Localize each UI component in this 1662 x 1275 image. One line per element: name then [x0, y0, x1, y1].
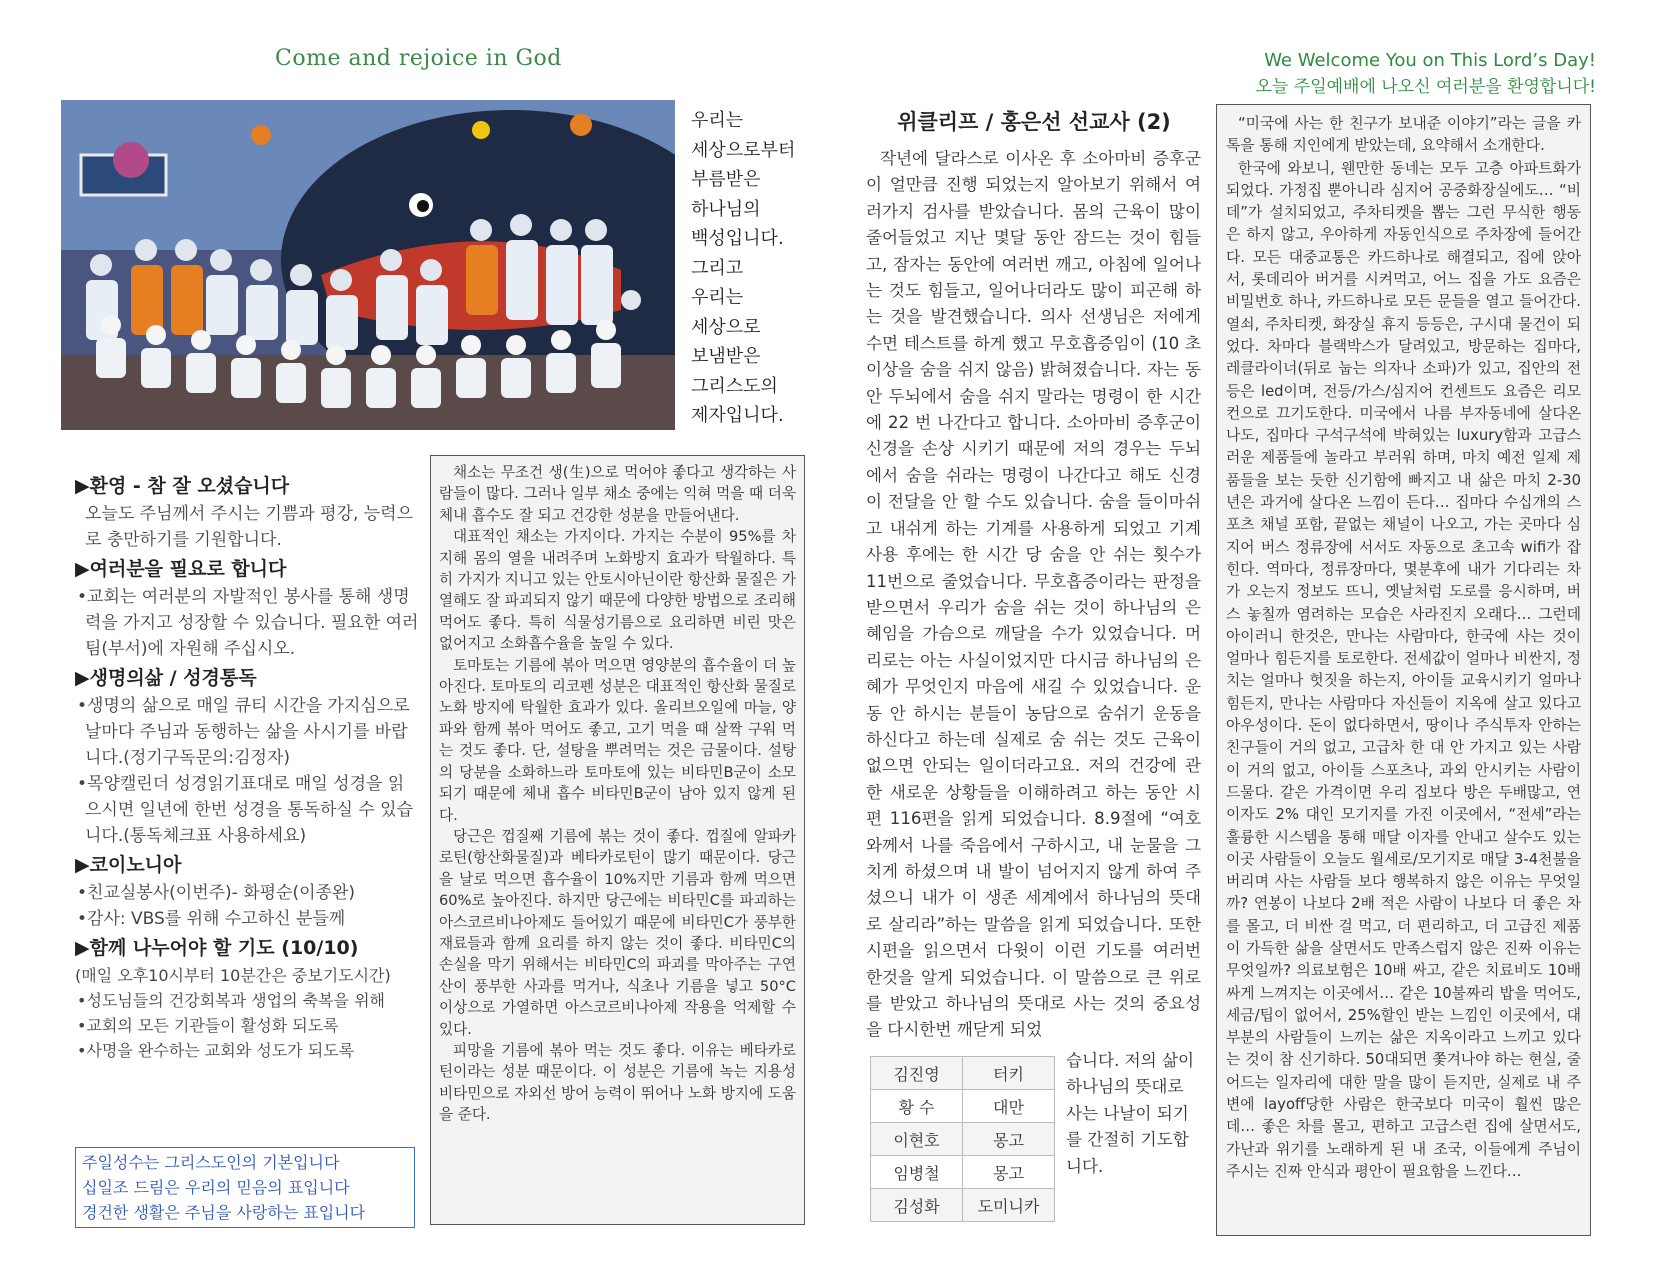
missionary-name: 임병철	[871, 1156, 963, 1189]
koinonia-item: •감사: VBS를 위해 수고하신 분들께	[77, 909, 346, 929]
letter-ending: 습니다. 저의 삶이 하나님의 뜻대로 사는 나날이 되기를 간절히 기도합니다.	[1066, 1051, 1195, 1176]
welcome-body: 오늘도 주님께서 주시는 기쁨과 평강, 능력으로 충만하기를 기원합니다.	[85, 504, 414, 550]
missionary-title: 위클리프 / 홍은선 선교사 (2)	[897, 110, 1171, 134]
identity-line: 우리는	[691, 110, 744, 131]
vegetable-article	[430, 455, 805, 1225]
mission-country: 도미니카	[963, 1189, 1055, 1222]
identity-line: 그리스도의	[691, 375, 778, 397]
life-item: •목양캘린더 성경읽기표대로 매일 성경을 읽으시면 일년에 한번 성경을 통독하실 수 있습니다.(통독체크표 사용하세요)	[77, 774, 414, 846]
mission-country: 몽고	[963, 1123, 1055, 1156]
article-paragraph: 채소는 무조건 생(生)으로 먹어야 좋다고 생각하는 사람들이 많다. 그러나 일부 채소 중에는 익혀 먹을 때 더욱 체내 흡수도 잘 되고 건강한 성분을 만들어낸다.	[439, 464, 796, 524]
article-paragraph: 토마토는 기름에 볶아 먹으면 영양분의 흡수율이 더 높아진다. 토마토의 리코펜 성분은 대표적인 항산화 물질로 노화 방지에 탁월한 효과가 있다. 올리브오일에 마늘, 양파와 함께 볶아 먹어도 좋고, 고기 먹을 때 살짝 구워 먹는 것도 좋다. 단, 설탕을 뿌려먹는 것은 금물이다. 설탕의 당분을 소화하느라 토마토에 있는 비타민B군이 소모되기 때문에 체내 흡수 비타민B군이 남아 있지 않게 된다.	[439, 656, 796, 824]
announcements	[75, 470, 420, 1063]
missionary-name: 이현호	[871, 1123, 963, 1156]
life-item: •생명의 삶으로 매일 큐티 시간을 가지심으로 날마다 주님과 동행하는 삶을 사시기를 바랍니다.(정기구독문의:김정자)	[77, 696, 410, 768]
life-heading: ▶생명의삶 / 성경통독	[75, 667, 257, 689]
table-row	[871, 1189, 1055, 1222]
need-heading: ▶여러분을 필요로 합니다	[75, 558, 287, 580]
identity-line: 세상으로부터	[691, 139, 796, 161]
koinonia-item: •친교실봉사(이번주)- 화평순(이종완)	[77, 883, 356, 903]
mission-country: 터키	[963, 1057, 1055, 1090]
table-row	[871, 1123, 1055, 1156]
identity-line: 제자입니다.	[691, 405, 784, 426]
welcome-heading: ▶환영 - 참 잘 오셨습니다	[75, 475, 290, 497]
need-body: •교회는 여러분의 자발적인 봉사를 통해 생명력을 가지고 성장할 수 있습니다. 필요한 여러 팀(부서)에 자원해 주십시오.	[77, 587, 419, 659]
identity-line: 보냄받은	[691, 346, 761, 367]
mission-country: 대만	[963, 1090, 1055, 1123]
identity-line: 하나님의	[691, 198, 761, 220]
identity-line: 우리는	[691, 287, 744, 308]
missionary-table	[870, 1056, 1055, 1222]
article-paragraph: 당근은 껍질째 기름에 볶는 것이 좋다. 껍질에 알파카로틴(항산화물질)과 베타카로틴이 많기 때문이다. 당근을 날로 먹으면 흡수율이 10%지만 기름과 함께 먹으면 60%로 높아진다. 하지만 당근에는 비타민C를 파괴하는 아스코르비나아제도 들어있기 때문에 비타민C가 풍부한 재료들과 함께 요리를 하지 않는 것이 좋다. 비타민C의 손실을 막기 위해서는 비타민C의 파괴를 막아주는 구연산이 풍부한 사과를 먹거나, 식초나 기름을 넣고 50°C 이상으로 가열하면 아스코르비나아제 작용을 억제할 수 있다.	[439, 827, 796, 1038]
identity-line: 백성입니다.	[691, 228, 784, 249]
article-paragraph: 피망을 기름에 볶아 먹는 것도 좋다. 이유는 베타카로틴이라는 성분 때문이다. 이 성분은 기름에 녹는 지용성 비타민으로 자외선 방어 능력이 뛰어나 노화 방지에 도움을 준다.	[439, 1041, 796, 1124]
missionary-name: 김성화	[871, 1189, 963, 1222]
header-welcome-ko: 오늘 주일예배에 나오신 여러분을 환영합니다!	[1255, 77, 1596, 97]
prayer-item: •교회의 모든 기관들이 활성화 되도록	[77, 1016, 339, 1035]
article-paragraph: 대표적인 채소는 가지이다. 가지는 수분이 95%를 차지해 몸의 열을 내려주며 노화방지 효과가 탁월하다. 특히 가지가 지니고 있는 안토시아닌이란 항산화 물질은 가열해도 잘 파괴되지 않기 때문에 다양한 방법으로 조리해 먹어도 좋다. 특히 식물성기름으로 요리하면 비린 맛은 없어지고 소화흡수율을 높일 수 있다.	[439, 528, 796, 653]
identity-line: 부름받은	[691, 169, 761, 190]
identity-line: 그리고	[691, 257, 744, 279]
header-welcome-en: We Welcome You on This Lord’s Day!	[1264, 50, 1596, 71]
missionary-letter	[866, 146, 1201, 1044]
mission-country: 몽고	[963, 1156, 1055, 1189]
motto-box	[75, 1147, 415, 1228]
motto-line: 십일조 드림은 우리의 믿음의 표입니다	[82, 1178, 350, 1197]
identity-line: 세상으로	[691, 316, 761, 338]
table-row	[871, 1090, 1055, 1123]
story-article	[1216, 104, 1591, 1236]
prayer-item: •성도님들의 건강회복과 생업의 축복을 위해	[77, 991, 385, 1010]
letter-body: 작년에 달라스로 이사온 후 소아마비 증후군이 얼만큼 진행 되었는지 알아보기 위해서 여러가지 검사를 받았습니다. 몸의 근육이 많이 줄어들었고 지난 몇달 동안 잠드는 것이 힘들고, 잠자는 동안에 여러번 깨고, 아침에 일어나는 것도 힘들고, 일어나더라도 많이 피곤해 하는 것을 발견했습니다. 의사 선생님은 저에게 수면 테스트를 하게 했고 무호흡증임이 (10 초 이상을 숨을 쉬지 않음) 밝혀졌습니다. 자는 동안 두뇌에서 숨을 쉬지 말라는 명령이 한 시간에 22 번 나간다고 합니다. 소아마비 증후군이 신경을 손상 시키기 때문에 저의 경우는 두뇌에서 숨을 쉬라는 명령이 나간다고 해도 신경이 전달을 안 할 수도 있습니다. 숨을 들이마쉬고 내쉬게 하는 기계를 사용하게 되었고 기계 사용 후에는 한 시간 당 숨을 안 쉬는 횟수가 11번으로 줄었습니다. 무호흡증이라는 판정을 받으면서 우리가 숨을 쉬는 것이 하나님의 은혜임을 가슴으로 깨달을 수가 있었습니다. 머리로는 아는 사실이었지만 다시금 하나님의 은혜가 무엇인지 마음에 새길 수 있었습니다. 운동 안 하시는 분들이 농담으로 숨쉬기 운동을 하신다고 하는데 실제로 숨 쉬는 것도 근육이 없으면 안되는 일이더라고요. 저의 건강에 관한 새로운 상황들을 이해하려고 하는 동안 시편 116편을 읽게 되었습니다. 8.9절에 “여호와께서 나를 죽음에서 구하시고, 내 눈물을 그치게 하셨으며 내 발이 넘어지지 않게 하여 주셨으니 내가 이 생존 세계에서 하나님의 뜻대로 살리라”하는 말씀을 읽게 되었습니다. 또한 시편을 읽으면서 다윗이 이런 기도를 여러번 한것을 알게 되었습니다. 이 말씀으로 큰 위로를 받았고 하나님의 뜻대로 사는 것의 중요성을 다시한번 깨닫게 되었	[866, 149, 1201, 1040]
prayer-item: •사명을 완수하는 교회와 성도가 되도록	[77, 1041, 355, 1060]
story-paragraph: 한국에 와보니, 웬만한 동네는 모두 고층 아파트화가 되었다. 가정집 뿐아니라 심지어 공중화장실에도… “비데”가 설치되었고, 주차티켓을 뽑는 그런 무식한 행동은 하지 않고, 우아하게 자동인식으로 주차장에 들어간다. 모든 대중교통은 카드하나로 해결되고, 집에 앉아서, 롯데리아 버거를 시켜먹고, 어느 집을 가도 요즘은 비밀번호 하나, 카드하나로 모든 문들을 열고 들어간다. 열쇠, 주차티켓, 화장실 휴지 등등은, 구시대 물건이 되었다. 차마다 블랙박스가 달려있고, 방문하는 집마다, 레클라이너(뒤로 눕는 의자나 소파)가 있고, 집안의 전등은 led이며, 전등/가스/심지어 컨센트도 요즘은 리모컨으로 끄기도한다. 미국에서 나름 부자동네에 살다온 나도, 집마다 구석구석에 박혀있는 luxury함과 고급스러운 제품들에 놀라고 부러워 하며, 마치 예전 일제 제품들을 보는 듯한 신기함에 빠지고 내 삶은 마치 2-30년은 과거에 살다온 느낌이 든다… 집마다 수십개의 스포츠 채널 포함, 끝없는 채널이 나오고, 가는 곳마다 심지어 버스 정류장에 서서도 자동으로 초고속 wifi가 잡힌다. 역마다, 정류장마다, 몇분후에 내가 기다리는 차가 오는지 정보도 뜨니, 옛날처럼 도로를 응시하며, 버스 놓칠까 염려하는 모습은 사라진지 오래다… 그런데 아이러니 한것은, 만나는 사람마다, 한국에 사는 것이 얼마나 힘든지를 토로한다. 전세값이 얼마나 비싼지, 정치는 얼마나 헛짓을 하는지, 아이들 교육시키기 얼마나 힘든지, 만나는 사람마다 자신들이 지옥에 살고 있다고 아우성이다. 돈이 없다하면서, 땅이나 주식투자 안하는 친구들이 거의 없고, 고급차 한 대 안 가지고 있는 사람이 거의 없고, 아이들 스포츠나, 과외 안시키는 사람이 드물다. 같은 가격이면 우리 집보다 방은 두배많고, 연이자도 2% 대인 모기지를 가진 이곳에서, “전세”라는 훌륭한 시스템을 통해 매달 이자를 안내고 살수도 있는 이곳 사람들이 오늘도 월세로/모기지로 매달 3-4천불을 버리며 사는 사람들 보다 행복하지 않은 이유는 무엇일까? 연봉이 나보다 2배 적은 사람이 나보다 더 좋은 차를 몰고, 더 비싼 걸 먹고, 더 편리하고, 더 고급진 제품이 가득한 삶을 살면서도 만족스럽지 않은 진짜 이유는 무엇일까? 의료보험은 10배 싸고, 같은 치료비도 10배 싸게 느껴지는 이곳에서… 같은 10불짜리 밥을 먹어도, 세금/팁이 없어서, 25%할인 받는 느낌인 이곳에서, 대부분의 사람들이 느끼는 삶은 지옥이라고 느끼고 있다는 것이 참 신기하다. 50대되면 쫓겨나야 하는 현실, 줄어드는 일자리에 대한 말을 많이 듣지만, 실제로 내 주변에 layoff당한 사람은 한국보다 미국이 훨씬 많은데… 좋은 차를 몰고, 편하고 고급스런 집에 살면서도, 가난과 위기를 노래하게 된 내 조국, 이들에게 주님이 주시는 진짜 안식과 평안이 필요함을 느낀다…	[1226, 159, 1581, 1180]
group-photo	[61, 100, 675, 430]
prayer-heading: ▶함께 나누어야 할 기도 (10/10)	[75, 937, 359, 959]
motto-line: 경건한 생활은 주님을 사랑하는 표입니다	[82, 1203, 366, 1222]
table-row	[871, 1057, 1055, 1090]
prayer-note: (매일 오후10시부터 10분간은 중보기도시간)	[75, 966, 391, 985]
motto-line: 주일성수는 그리스도인의 기본입니다	[82, 1153, 340, 1172]
story-paragraph: “미국에 사는 한 친구가 보내준 이야기”라는 글을 카톡을 통해 지인에게 받았는데, 요약해서 소개한다.	[1226, 115, 1581, 155]
missionary-name: 황 수	[871, 1090, 963, 1123]
identity-statement	[691, 106, 811, 431]
table-row	[871, 1156, 1055, 1189]
header-script-title: Come and rejoice in God	[275, 46, 562, 71]
koinonia-heading: ▶코이노니아	[75, 854, 182, 876]
missionary-name: 김진영	[871, 1057, 963, 1090]
